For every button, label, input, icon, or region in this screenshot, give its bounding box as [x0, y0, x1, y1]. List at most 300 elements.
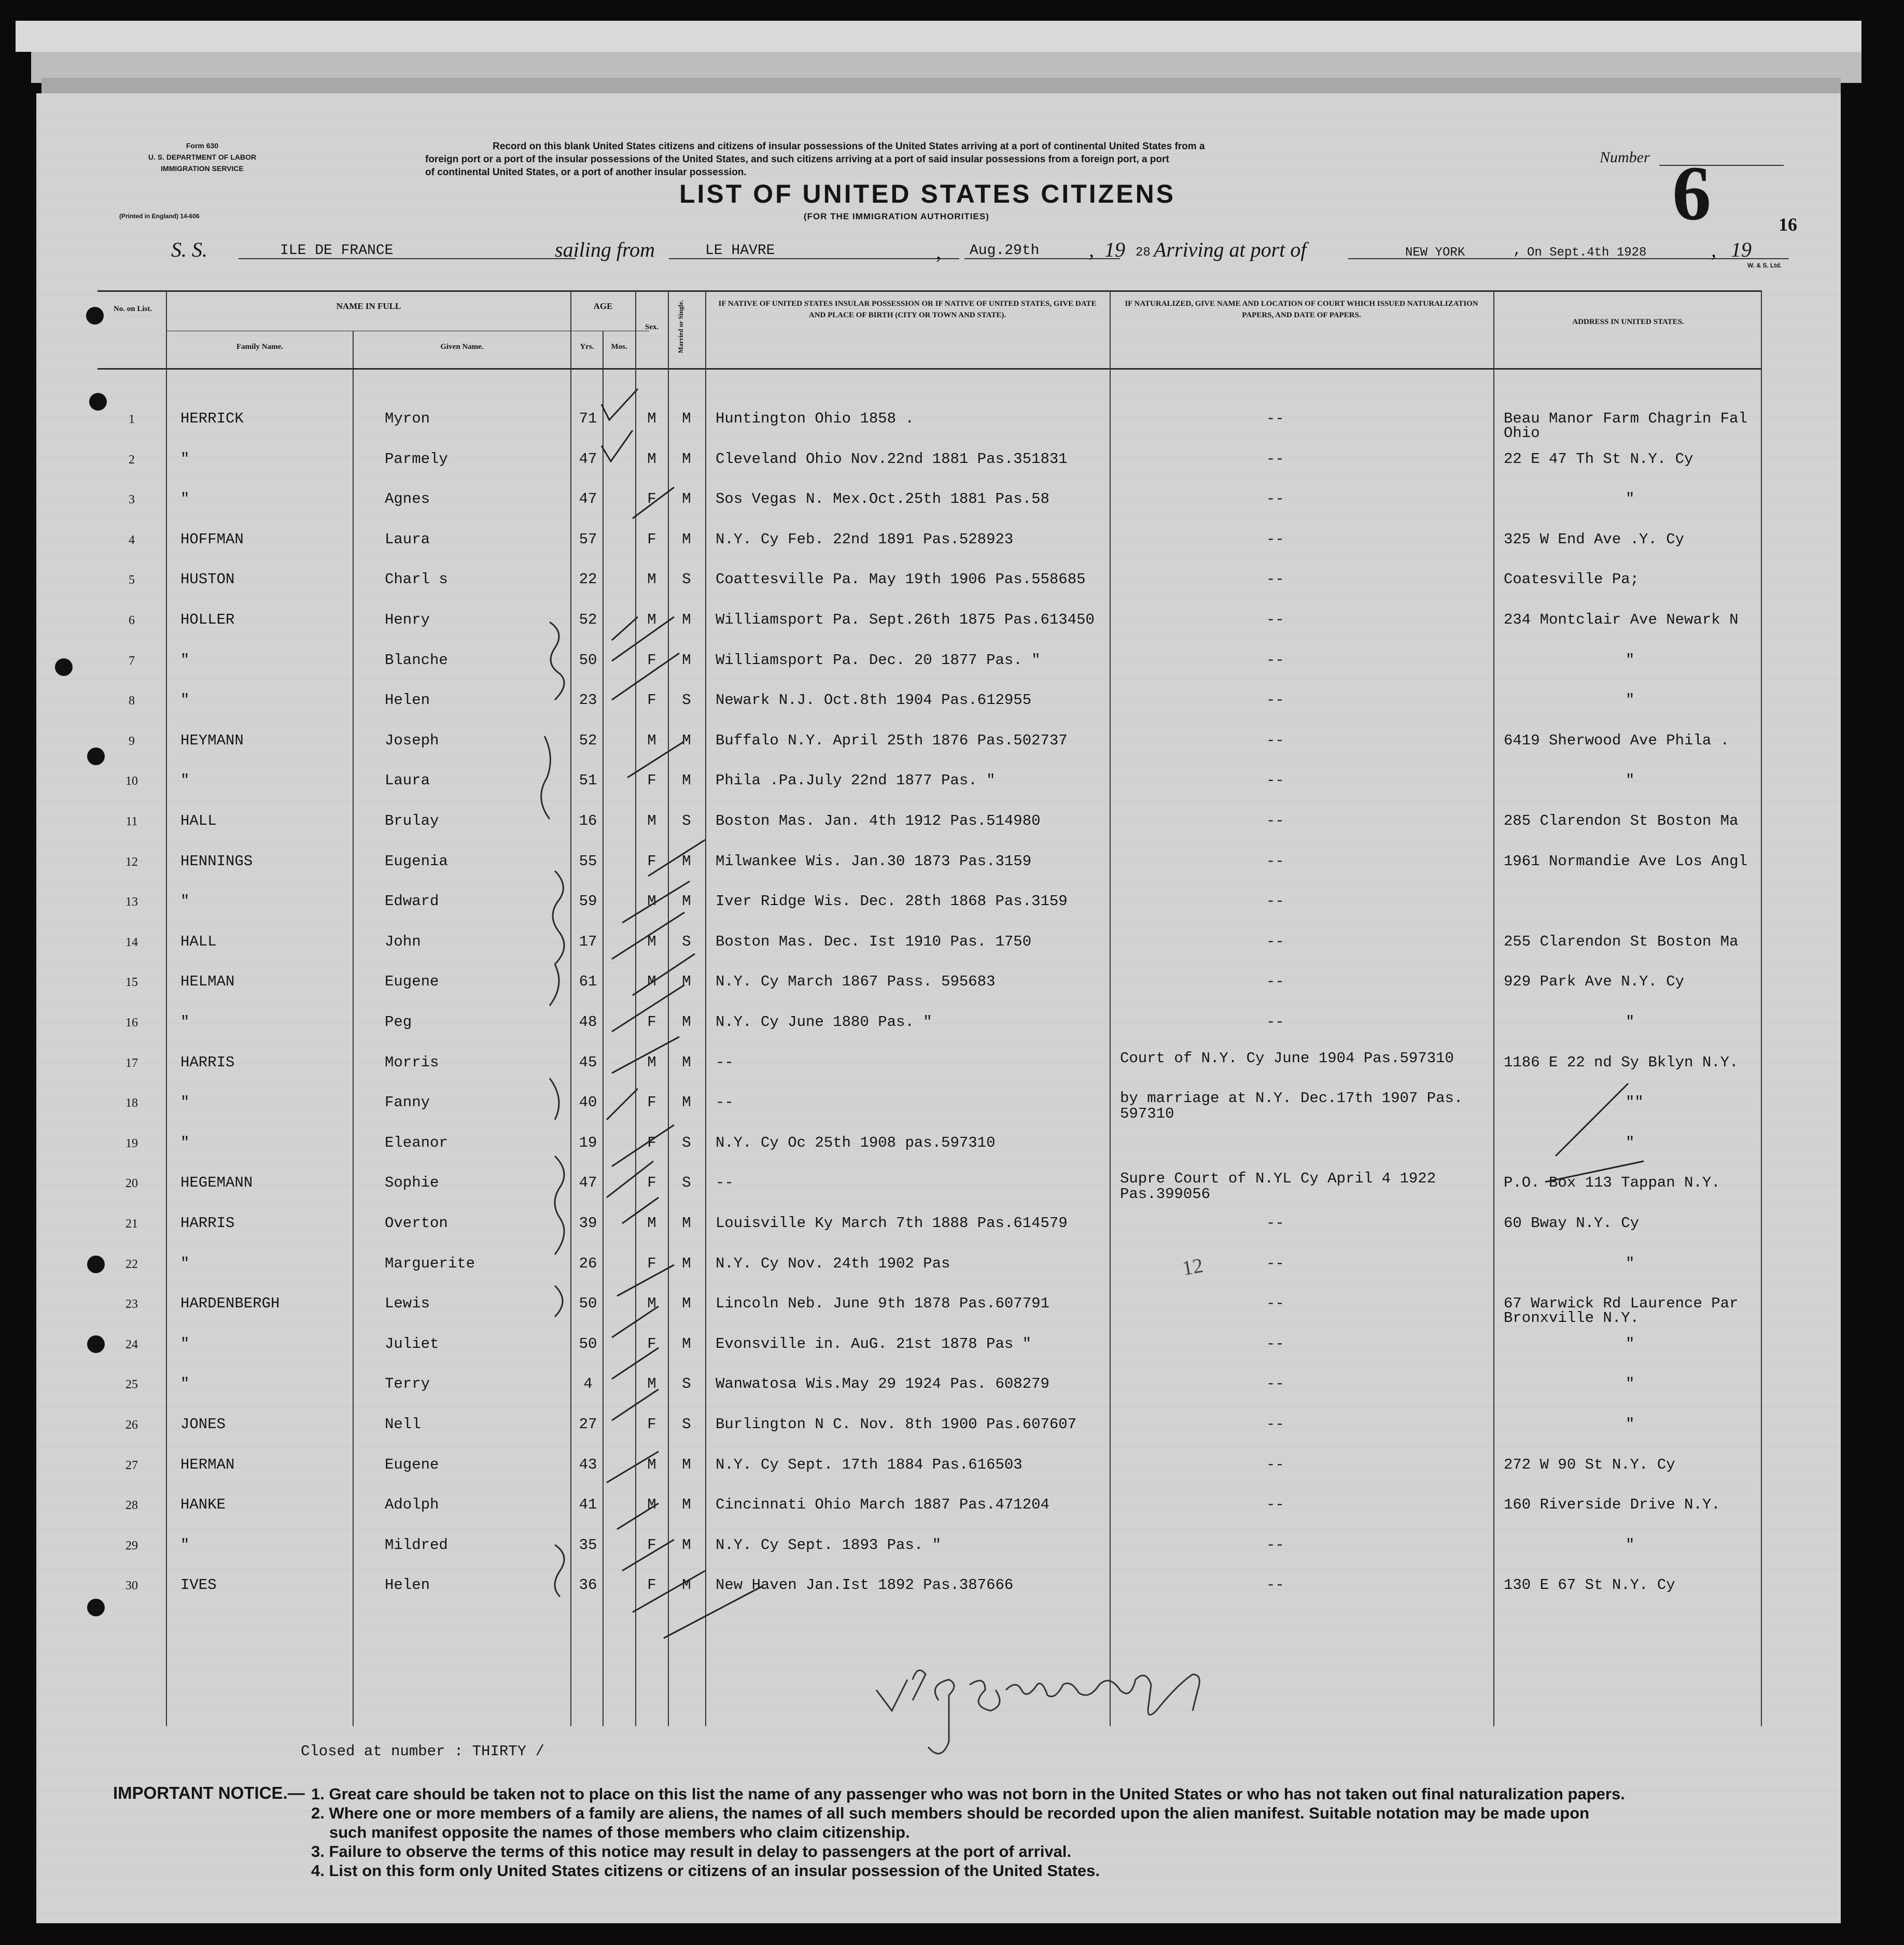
cell-no: 14	[125, 936, 138, 949]
cell-no: 20	[125, 1177, 138, 1190]
cell-birth: Milwankee Wis. Jan.30 1873 Pas.3159	[716, 853, 1032, 870]
cell-naturalized: by marriage at N.Y. Dec.17th 1907 Pas.	[1120, 1090, 1463, 1107]
cell-given: Laura	[385, 531, 430, 548]
cell-age: 41	[579, 1496, 597, 1513]
page-number: 16	[1779, 214, 1797, 235]
cell-addr: "	[1626, 1255, 1635, 1272]
cell-naturalized: --	[1266, 1215, 1284, 1232]
cell-addr: "	[1626, 1335, 1635, 1352]
cell-birth: Louisville Ky March 7th 1888 Pas.614579	[716, 1215, 1068, 1232]
closed-at-number: Closed at number : THIRTY /	[301, 1743, 544, 1760]
cell-birth: Williamsport Pa. Dec. 20 1877 Pas. "	[716, 652, 1041, 669]
cell-family: "	[180, 450, 190, 468]
cell-age: 61	[579, 973, 597, 990]
cell-sex: M	[647, 571, 656, 588]
cell-family: "	[180, 1335, 190, 1352]
cell-given: Lewis	[385, 1295, 430, 1312]
cell-family: HALL	[180, 812, 217, 829]
cell-ms: M	[682, 490, 691, 508]
cell-given: Peg	[385, 1013, 412, 1031]
cell-no: 17	[125, 1056, 138, 1070]
cell-sex: M	[647, 1215, 656, 1232]
cell-no: 3	[129, 493, 135, 506]
cell-birth: N.Y. Cy March 1867 Pass. 595683	[716, 973, 996, 990]
cell-ms: M	[682, 1094, 691, 1111]
cell-naturalized-cont: 597310	[1120, 1105, 1174, 1122]
cell-age: 52	[579, 732, 597, 749]
cell-naturalized: --	[1266, 652, 1284, 669]
cell-birth: Evonsville in. AuG. 21st 1878 Pas "	[716, 1335, 1032, 1352]
cell-naturalized: --	[1266, 772, 1284, 789]
cell-no: 12	[125, 855, 138, 869]
cell-age: 36	[579, 1576, 597, 1594]
cell-given: Charl s	[385, 571, 448, 588]
notice-item: 3. Failure to observe the terms of this notice may result in delay to passengers at the port of arrival.	[311, 1842, 1072, 1861]
cell-age: 51	[579, 772, 597, 789]
cell-no: 26	[125, 1418, 138, 1432]
cell-no: 16	[125, 1016, 138, 1030]
cell-sex: M	[647, 732, 656, 749]
cell-addr: 1961 Normandie Ave Los Angl	[1504, 853, 1747, 870]
cell-sex: M	[647, 1456, 656, 1473]
cell-ms: S	[682, 1416, 691, 1433]
cell-birth: Phila .Pa.July 22nd 1877 Pas. "	[716, 772, 996, 789]
cell-birth: N.Y. Cy June 1880 Pas. "	[716, 1013, 932, 1031]
cell-family: HEYMANN	[180, 732, 244, 749]
cell-birth: --	[716, 1174, 734, 1191]
cell-birth: N.Y. Cy Sept. 1893 Pas. "	[716, 1537, 942, 1554]
cell-age: 71	[579, 410, 597, 427]
cell-naturalized: --	[1266, 692, 1284, 709]
cell-family: HERRICK	[180, 410, 244, 427]
cell-addr: "	[1626, 1134, 1635, 1151]
cell-given: Overton	[385, 1215, 448, 1232]
cell-family: HANKE	[180, 1496, 226, 1513]
cell-given: Helen	[385, 1576, 430, 1594]
cell-addr: "	[1626, 1375, 1635, 1392]
sailing-from-label: sailing from	[555, 238, 655, 261]
cell-naturalized: --	[1266, 853, 1284, 870]
cell-ms: M	[682, 1295, 691, 1312]
cell-naturalized: --	[1266, 732, 1284, 749]
cell-sex: F	[647, 1335, 656, 1352]
cell-no: 6	[129, 614, 135, 627]
to-port: NEW YORK	[1405, 246, 1465, 260]
cell-age: 57	[579, 531, 597, 548]
cell-naturalized: --	[1266, 933, 1284, 950]
cell-ms: M	[682, 1255, 691, 1272]
cell-age: 50	[579, 652, 597, 669]
cell-sex: M	[647, 973, 656, 990]
cell-age: 59	[579, 893, 597, 910]
cell-sex: M	[647, 611, 656, 628]
cell-family: "	[180, 692, 190, 709]
cell-sex: F	[647, 772, 656, 789]
cell-ms: M	[682, 1013, 691, 1031]
cell-no: 21	[125, 1217, 138, 1231]
page-title: LIST OF UNITED STATES CITIZENS	[679, 179, 1176, 208]
cell-naturalized: --	[1266, 1496, 1284, 1513]
cell-addr: "	[1626, 692, 1635, 709]
cell-ms: M	[682, 531, 691, 548]
cell-naturalized: --	[1266, 1375, 1284, 1392]
cell-ms: M	[682, 1215, 691, 1232]
header-sex: Sex.	[645, 323, 659, 331]
cell-addr: 234 Montclair Ave Newark N	[1504, 611, 1739, 628]
cell-birth: Lincoln Neb. June 9th 1878 Pas.607791	[716, 1295, 1049, 1312]
cell-naturalized: --	[1266, 1537, 1284, 1554]
form-number: Form 630	[186, 142, 219, 150]
cell-ms: M	[682, 893, 691, 910]
cell-given: Sophie	[385, 1174, 439, 1191]
cell-addr: 325 W End Ave .Y. Cy	[1504, 531, 1685, 548]
cell-naturalized: --	[1266, 490, 1284, 508]
cell-ms: M	[682, 450, 691, 468]
cell-age: 22	[579, 571, 597, 588]
cell-no: 28	[125, 1499, 138, 1512]
cell-naturalized-cont: Pas.399056	[1120, 1186, 1211, 1203]
cell-no: 15	[125, 976, 138, 989]
cell-given: Henry	[385, 611, 430, 628]
cell-sex: F	[647, 1013, 656, 1031]
notice-item: 1. Great care should be taken not to place on this list the name of any passenger who was not born in the United States or who has not taken out final naturalization papers.	[311, 1785, 1625, 1803]
cell-family: "	[180, 1094, 190, 1111]
cell-given: Helen	[385, 692, 430, 709]
year-prefix-2: 19	[1731, 238, 1752, 261]
printed-note: (Printed in England) 14-606	[119, 213, 200, 220]
cell-no: 9	[129, 735, 135, 748]
header-mos: Mos.	[611, 343, 627, 351]
cell-given: Nell	[385, 1416, 421, 1433]
cell-sex: F	[647, 1255, 656, 1272]
list-number: 6	[1672, 150, 1711, 236]
cell-sex: M	[647, 1295, 656, 1312]
service: IMMIGRATION SERVICE	[161, 164, 244, 173]
cell-age: 48	[579, 1013, 597, 1031]
cell-ms: M	[682, 732, 691, 749]
cell-naturalized: --	[1266, 1255, 1284, 1272]
cell-ms: M	[682, 973, 691, 990]
cell-naturalized: --	[1266, 450, 1284, 468]
cell-family: HEGEMANN	[180, 1174, 253, 1191]
year-suffix: 28	[1136, 246, 1151, 260]
cell-family: JONES	[180, 1416, 226, 1433]
cell-birth: Coattesville Pa. May 19th 1906 Pas.558685	[716, 571, 1086, 588]
cell-addr: "	[1626, 772, 1635, 789]
cell-sex: M	[647, 410, 656, 427]
cell-no: 10	[125, 774, 138, 788]
cell-addr: Coatesville Pa;	[1504, 571, 1640, 588]
cell-age: 47	[579, 490, 597, 508]
cell-sex: M	[647, 812, 656, 829]
cell-given: Terry	[385, 1375, 430, 1392]
cell-birth: Williamsport Pa. Sept.26th 1875 Pas.613450	[716, 611, 1095, 628]
cell-addr: "	[1626, 1013, 1635, 1031]
cell-addr: "	[1626, 652, 1635, 669]
header-name-in-full: NAME IN FULL	[336, 301, 401, 311]
cell-addr: P.O. Box 113 Tappan N.Y.	[1504, 1174, 1720, 1191]
cell-birth: New Haven Jan.Ist 1892 Pas.387666	[716, 1576, 1014, 1594]
cell-given: Agnes	[385, 490, 430, 508]
signature-icon	[876, 1670, 1199, 1754]
bracket-marks	[541, 622, 564, 1597]
cell-naturalized: --	[1266, 893, 1284, 910]
cell-sex: F	[647, 1174, 656, 1191]
cell-naturalized: --	[1266, 973, 1284, 990]
cell-naturalized: --	[1266, 410, 1284, 427]
cell-age: 52	[579, 611, 597, 628]
cell-ms: M	[682, 1576, 691, 1594]
cell-birth: Sos Vegas N. Mex.Oct.25th 1881 Pas.58	[716, 490, 1049, 508]
cell-sex: M	[647, 450, 656, 468]
cell-sex: F	[647, 853, 656, 870]
cell-ms: S	[682, 812, 691, 829]
cell-family: HALL	[180, 933, 217, 950]
cell-age: 55	[579, 853, 597, 870]
cell-age: 23	[579, 692, 597, 709]
cell-ms: S	[682, 692, 691, 709]
arriving-label: Arriving at port of	[1154, 238, 1307, 261]
cell-birth: N.Y. Cy Feb. 22nd 1891 Pas.528923	[716, 531, 1014, 548]
cell-given: Blanche	[385, 652, 448, 669]
cell-naturalized: --	[1266, 1295, 1284, 1312]
header-naturalized: IF NATURALIZED, GIVE NAME AND LOCATION OF COURT WHICH ISSUED NATURALIZATION PAPERS, AND DATE OF PAPERS.	[1125, 300, 1478, 319]
cell-naturalized: --	[1266, 812, 1284, 829]
cell-ms: S	[682, 571, 691, 588]
page-subtitle: (FOR THE IMMIGRATION AUTHORITIES)	[804, 212, 989, 221]
cell-addr: "	[1626, 490, 1635, 508]
cell-addr: 130 E 67 St N.Y. Cy	[1504, 1576, 1675, 1594]
check-mark-icon	[601, 389, 1644, 1638]
header-age: AGE	[593, 301, 613, 311]
cell-ms: M	[682, 652, 691, 669]
cell-birth: N.Y. Cy Nov. 24th 1902 Pas	[716, 1255, 950, 1272]
record-line: foreign port or a port of the insular possessions of the United States, and such citizens arriving at a port of said insular possessions from a foreign port, a port	[425, 154, 1169, 165]
cell-no: 5	[129, 573, 135, 587]
cell-birth: Buffalo N.Y. April 25th 1876 Pas.502737	[716, 732, 1068, 749]
cell-no: 13	[125, 895, 138, 909]
comma: ,	[936, 240, 941, 263]
cell-naturalized: --	[1266, 531, 1284, 548]
cell-addr: 1186 E 22 nd Sy Bklyn N.Y.	[1504, 1054, 1739, 1071]
comma: ,	[1513, 243, 1522, 259]
cell-naturalized: --	[1266, 1416, 1284, 1433]
cell-birth: Iver Ridge Wis. Dec. 28th 1868 Pas.3159	[716, 893, 1068, 910]
from-port: LE HAVRE	[705, 243, 775, 259]
department: U. S. DEPARTMENT OF LABOR	[148, 153, 257, 161]
cell-age: 39	[579, 1215, 597, 1232]
cell-given: Edward	[385, 893, 439, 910]
cell-given: Marguerite	[385, 1255, 475, 1272]
cell-birth: Boston Mas. Jan. 4th 1912 Pas.514980	[716, 812, 1041, 829]
cell-ms: M	[682, 1537, 691, 1554]
cell-sex: M	[647, 933, 656, 950]
cell-ms: S	[682, 933, 691, 950]
cell-family: "	[180, 1255, 190, 1272]
cell-naturalized: --	[1266, 1456, 1284, 1473]
cell-birth: --	[716, 1094, 734, 1111]
cell-given: Parmely	[385, 450, 448, 468]
cell-no: 4	[129, 533, 135, 547]
cell-age: 40	[579, 1094, 597, 1111]
cell-age: 50	[579, 1335, 597, 1352]
cell-given: Joseph	[385, 732, 439, 749]
cell-sex: M	[647, 1054, 656, 1071]
cell-age: 26	[579, 1255, 597, 1272]
back-page-strip	[16, 21, 1861, 52]
cell-family: IVES	[180, 1576, 217, 1594]
cell-sex: F	[647, 652, 656, 669]
cell-family: HARDENBERGH	[180, 1295, 280, 1312]
cell-no: 27	[125, 1459, 138, 1472]
cell-naturalized: Supre Court of N.YL Cy April 4 1922	[1120, 1170, 1436, 1187]
cell-age: 19	[579, 1134, 597, 1151]
cell-no: 2	[129, 453, 135, 467]
cell-family: "	[180, 490, 190, 508]
header-married-single: Married or Single.	[677, 300, 684, 354]
cell-no: 24	[125, 1338, 138, 1351]
ship-name: ILE DE FRANCE	[280, 243, 394, 259]
cell-ms: M	[682, 853, 691, 870]
cell-family: "	[180, 1013, 190, 1031]
cell-family: HELMAN	[180, 973, 235, 990]
ss-label: S. S.	[171, 238, 207, 261]
cell-ms: S	[682, 1174, 691, 1191]
cell-no: 23	[125, 1298, 138, 1311]
cell-ms: M	[682, 772, 691, 789]
cell-birth: Burlington N C. Nov. 8th 1900 Pas.607607	[716, 1416, 1077, 1433]
cell-addr: 255 Clarendon St Boston Ma	[1504, 933, 1739, 950]
cell-no: 11	[125, 815, 138, 828]
cell-naturalized: --	[1266, 611, 1284, 628]
cell-family: "	[180, 1134, 190, 1151]
record-line: of continental United States, or a port of another insular possession.	[425, 167, 747, 178]
cell-sex: F	[647, 490, 656, 508]
cell-sex: F	[647, 1094, 656, 1111]
cell-naturalized: --	[1266, 1576, 1284, 1594]
cell-given: Myron	[385, 410, 430, 427]
cell-naturalized: --	[1266, 1335, 1284, 1352]
cell-age: 47	[579, 1174, 597, 1191]
cell-naturalized: --	[1266, 1013, 1284, 1031]
notice-item: such manifest opposite the names of those members who claim citizenship.	[329, 1823, 910, 1841]
cell-ms: M	[682, 1054, 691, 1071]
cell-addr: 285 Clarendon St Boston Ma	[1504, 812, 1739, 829]
cell-family: "	[180, 1375, 190, 1392]
cell-sex: M	[647, 1375, 656, 1392]
cell-addr-cont: Ohio	[1504, 425, 1540, 442]
cell-no: 30	[125, 1579, 138, 1592]
header-birth: IF NATIVE OF UNITED STATES INSULAR POSSESSION OR IF NATIVE OF UNITED STATES, GIVE DATE AND PLACE OF BIRTH (CITY OR TOWN AND STATE).	[718, 300, 1097, 319]
cell-ms: M	[682, 410, 691, 427]
cell-ms: M	[682, 1496, 691, 1513]
notice-heading-text: IMPORTANT NOTICE.	[113, 1783, 288, 1802]
cell-no: 18	[125, 1096, 138, 1110]
cell-given: Laura	[385, 772, 430, 789]
cell-ms: M	[682, 1335, 691, 1352]
cell-age: 35	[579, 1537, 597, 1554]
cell-given: Morris	[385, 1054, 439, 1071]
cell-given: Mildred	[385, 1537, 448, 1554]
cell-addr: 929 Park Ave N.Y. Cy	[1504, 973, 1685, 990]
cell-sex: F	[647, 1416, 656, 1433]
cell-no: 29	[125, 1539, 138, 1553]
cell-birth: --	[716, 1054, 734, 1071]
cell-given: Eugene	[385, 1456, 439, 1473]
cell-sex: F	[647, 1576, 656, 1594]
cell-addr: 272 W 90 St N.Y. Cy	[1504, 1456, 1675, 1473]
cell-ms: S	[682, 1134, 691, 1151]
cell-birth: N.Y. Cy Oc 25th 1908 pas.597310	[716, 1134, 996, 1151]
cell-family: "	[180, 1537, 190, 1554]
cell-no: 7	[129, 654, 135, 668]
cell-given: Eugene	[385, 973, 439, 990]
cell-family: HUSTON	[180, 571, 235, 588]
cell-birth: Wanwatosa Wis.May 29 1924 Pas. 608279	[716, 1375, 1049, 1392]
cell-age: 45	[579, 1054, 597, 1071]
cell-birth: Huntington Ohio 1858 .	[716, 410, 914, 427]
cell-addr: "	[1626, 1537, 1635, 1554]
cell-given: Fanny	[385, 1094, 430, 1111]
cell-age: 43	[579, 1456, 597, 1473]
cell-addr: 6419 Sherwood Ave Phila .	[1504, 732, 1730, 749]
cell-given: Brulay	[385, 812, 439, 829]
cell-age: 17	[579, 933, 597, 950]
cell-addr: 60 Bway N.Y. Cy	[1504, 1215, 1640, 1232]
cell-family: HOLLER	[180, 611, 235, 628]
cell-given: Juliet	[385, 1335, 439, 1352]
header-family-name: Family Name.	[236, 343, 283, 351]
cell-given: Eugenia	[385, 853, 448, 870]
cell-birth: N.Y. Cy Sept. 17th 1884 Pas.616503	[716, 1456, 1023, 1473]
sail-date: Aug.29th	[970, 243, 1040, 259]
cell-sex: M	[647, 893, 656, 910]
cell-given: Adolph	[385, 1496, 439, 1513]
printer-mark: W. & S. Ltd.	[1747, 262, 1782, 269]
marginal-number: 12	[1180, 1253, 1205, 1280]
cell-given: John	[385, 933, 421, 950]
notice-item: 4. List on this form only United States citizens or citizens of an insular possession of the United States.	[311, 1862, 1100, 1880]
cell-family: "	[180, 893, 190, 910]
cell-addr: 22 E 47 Th St N.Y. Cy	[1504, 450, 1693, 468]
cell-family: HARRIS	[180, 1054, 235, 1071]
handwritten-marks	[36, 93, 1841, 1923]
manifest-page	[36, 93, 1841, 1923]
cell-age: 16	[579, 812, 597, 829]
cell-birth: Newark N.J. Oct.8th 1904 Pas.612955	[716, 692, 1032, 709]
cell-sex: F	[647, 1537, 656, 1554]
comma: ,	[1089, 238, 1094, 261]
cell-birth: Cleveland Ohio Nov.22nd 1881 Pas.351831	[716, 450, 1068, 468]
cell-naturalized: --	[1266, 571, 1284, 588]
cell-age: 47	[579, 450, 597, 468]
cell-addr: Beau Manor Farm Chagrin Fal	[1504, 410, 1747, 427]
cell-ms: M	[682, 1456, 691, 1473]
cell-ms: S	[682, 1375, 691, 1392]
cell-naturalized: Court of N.Y. Cy June 1904 Pas.597310	[1120, 1050, 1454, 1067]
cell-family: HENNINGS	[180, 853, 253, 870]
cell-addr: "	[1626, 1416, 1635, 1433]
header-given-name: Given Name.	[440, 343, 484, 351]
cell-no: 8	[129, 694, 135, 708]
cell-family: HOFFMAN	[180, 531, 244, 548]
header-address: ADDRESS IN UNITED STATES.	[1572, 318, 1684, 326]
cell-sex: M	[647, 1496, 656, 1513]
cell-addr: 67 Warwick Rd Laurence Par	[1504, 1295, 1739, 1312]
cell-sex: F	[647, 531, 656, 548]
year-prefix: 19	[1104, 238, 1125, 261]
cell-no: 22	[125, 1258, 138, 1271]
